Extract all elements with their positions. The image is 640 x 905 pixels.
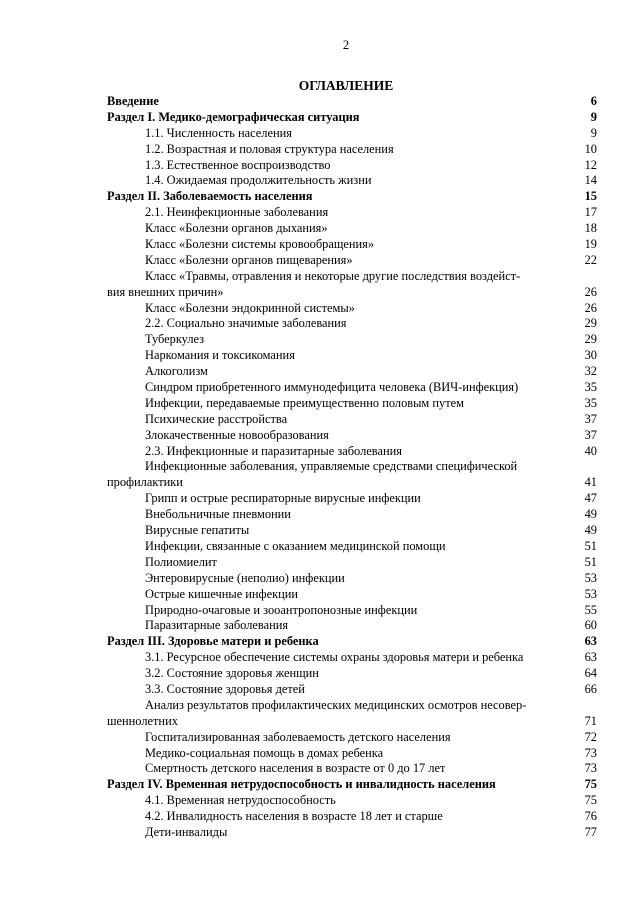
- toc-entry[interactable]: [107, 682, 597, 698]
- toc-entry-page: 76: [584, 809, 597, 824]
- toc-entry[interactable]: [107, 603, 597, 619]
- toc-entry-page: 73: [584, 761, 597, 776]
- toc-entry-page: 71: [584, 713, 597, 728]
- toc-entry-label: Раздел II. Заболеваемость населения: [107, 189, 313, 204]
- toc-entry-page: 9: [590, 125, 597, 140]
- toc-entry[interactable]: [107, 698, 597, 730]
- toc-entry-page: 18: [584, 221, 597, 236]
- toc-entry[interactable]: [107, 173, 597, 189]
- toc-entry[interactable]: [107, 237, 597, 253]
- toc-entry-page: 72: [584, 729, 597, 744]
- toc-entry-label: Анализ результатов профилактических медицинских осмотров несовер-: [145, 697, 527, 712]
- toc-entry-page: 75: [584, 793, 597, 808]
- toc-entry-label: Грипп и острые респираторные вирусные инфекции: [145, 491, 421, 506]
- toc-entry-page: 55: [584, 602, 597, 617]
- toc-entry-label-continued: профилактики: [107, 475, 183, 490]
- toc-entry-page: 75: [584, 777, 597, 792]
- toc-entry-page: 30: [584, 348, 597, 363]
- toc-entry-label: Паразитарные заболевания: [145, 618, 289, 633]
- toc-entry-page: 35: [584, 395, 597, 410]
- toc-entry-page: 35: [584, 380, 597, 395]
- toc-entry-page: 15: [584, 189, 597, 204]
- toc-entry-page: 63: [584, 634, 597, 649]
- toc-entry-label: Синдром приобретенного иммунодефицита человека (ВИЧ-инфекция): [145, 380, 519, 395]
- toc-entry[interactable]: [107, 555, 597, 571]
- toc-entry-label: 3.1. Ресурсное обеспечение системы охраны здоровья матери и ребенка: [145, 650, 524, 665]
- toc-entry-page: 26: [584, 300, 597, 315]
- toc-entry[interactable]: [107, 126, 597, 142]
- toc-entry-label: Инфекции, связанные с оказанием медицинской помощи: [145, 538, 446, 553]
- toc-section[interactable]: [107, 189, 597, 205]
- toc-entry[interactable]: [107, 507, 597, 523]
- toc-entry-page: 49: [584, 507, 597, 522]
- toc-entry-label: 2.3. Инфекционные и паразитарные заболевания: [145, 443, 402, 458]
- toc-entry-page: 51: [584, 554, 597, 569]
- toc-entry-page: 47: [584, 491, 597, 506]
- toc-entry-label: Энтеровирусные (неполио) инфекции: [145, 570, 345, 585]
- toc-entry[interactable]: [107, 761, 597, 777]
- toc-entry-label: 2.2. Социально значимые заболевания: [145, 316, 347, 331]
- toc-entry-label: Раздел IV. Временная нетрудоспособность и инвалидность населения: [107, 777, 496, 792]
- toc-entry-page: 29: [584, 332, 597, 347]
- toc-entry-page: 19: [584, 237, 597, 252]
- toc-entry-label: Введение: [107, 94, 159, 108]
- toc-entry-label: Алкоголизм: [145, 364, 208, 379]
- toc-entry-page: 41: [584, 475, 597, 490]
- table-of-contents: [107, 94, 597, 841]
- toc-entry-label: Инфекции, передаваемые преимущественно половым путем: [145, 395, 464, 410]
- toc-entry-page: 32: [584, 364, 597, 379]
- toc-entry-label: 1.4. Ожидаемая продолжительность жизни: [145, 173, 372, 188]
- toc-entry[interactable]: [107, 332, 597, 348]
- toc-entry-label: Природно-очаговые и зооантропонозные инфекции: [145, 602, 418, 617]
- toc-entry-label: 1.1. Численность населения: [145, 125, 292, 140]
- toc-entry[interactable]: [107, 205, 597, 221]
- toc-entry[interactable]: [107, 825, 597, 841]
- toc-entry-label: Злокачественные новообразования: [145, 427, 329, 442]
- toc-entry[interactable]: [107, 253, 597, 269]
- toc-entry-label: Дети-инвалиды: [145, 824, 228, 839]
- toc-entry-label: Острые кишечные инфекции: [145, 586, 299, 601]
- toc-entry-label: Медико-социальная помощь в домах ребенка: [145, 745, 384, 760]
- toc-entry-page: 66: [584, 681, 597, 696]
- toc-entry-page: 49: [584, 523, 597, 538]
- toc-entry-label: Класс «Болезни органов дыхания»: [145, 221, 328, 236]
- toc-entry[interactable]: [107, 380, 597, 396]
- toc-entry-label: 1.2. Возрастная и половая структура населения: [145, 141, 394, 156]
- toc-entry-label: Туберкулез: [145, 332, 205, 347]
- toc-entry-label: 4.2. Инвалидность населения в возрасте 18 лет и старше: [145, 809, 443, 824]
- toc-entry-page: 64: [584, 666, 597, 681]
- toc-entry-label: Раздел III. Здоровье матери и ребенка: [107, 634, 319, 649]
- toc-entry[interactable]: [107, 730, 597, 746]
- toc-entry-page: 37: [584, 427, 597, 442]
- toc-entry[interactable]: [107, 428, 597, 444]
- toc-entry-label: 1.3. Естественное воспроизводство: [145, 157, 331, 172]
- toc-entry[interactable]: [107, 618, 597, 634]
- toc-entry[interactable]: [107, 158, 597, 174]
- toc-entry-label: Смертность детского населения в возрасте от 0 до 17 лет: [145, 761, 446, 776]
- toc-entry[interactable]: [107, 301, 597, 317]
- toc-entry[interactable]: [107, 348, 597, 364]
- toc-entry[interactable]: [107, 650, 597, 666]
- toc-entry-page: 22: [584, 252, 597, 267]
- toc-entry-label: Класс «Болезни органов пищеварения»: [145, 252, 353, 267]
- toc-section[interactable]: [107, 110, 597, 126]
- toc-entry-page: 53: [584, 586, 597, 601]
- toc-section[interactable]: [107, 777, 597, 793]
- toc-entry-page: 40: [584, 443, 597, 458]
- toc-entry[interactable]: [107, 809, 597, 825]
- toc-entry-page: 63: [584, 650, 597, 665]
- toc-entry-label: Класс «Болезни эндокринной системы»: [145, 300, 355, 315]
- toc-entry[interactable]: [107, 364, 597, 380]
- toc-entry[interactable]: [107, 412, 597, 428]
- toc-entry-page: 9: [590, 109, 597, 124]
- toc-entry-label: Инфекционные заболевания, управляемые средствами специфической: [145, 459, 518, 474]
- toc-entry[interactable]: [107, 587, 597, 603]
- toc-entry[interactable]: [107, 221, 597, 237]
- toc-entry[interactable]: [107, 444, 597, 460]
- toc-entry[interactable]: [107, 571, 597, 587]
- toc-entry-page: 73: [584, 745, 597, 760]
- toc-entry[interactable]: [107, 316, 597, 332]
- toc-entry[interactable]: [107, 523, 597, 539]
- toc-entry-label: 2.1. Неинфекционные заболевания: [145, 205, 329, 220]
- toc-entry-page: 29: [584, 316, 597, 331]
- toc-entry-page: 26: [584, 284, 597, 299]
- toc-entry[interactable]: [107, 269, 597, 301]
- toc-title: ОГЛАВЛЕНИЕ: [298, 78, 394, 93]
- toc-section[interactable]: [107, 634, 597, 650]
- toc-entry-label: Класс «Травмы, отравления и некоторые другие последствия воздейст-: [145, 268, 521, 283]
- toc-entry-label: Раздел I. Медико-демографическая ситуация: [107, 109, 360, 124]
- toc-entry[interactable]: [107, 142, 597, 158]
- toc-entry-label: Вирусные гепатиты: [145, 523, 250, 538]
- toc-entry-page: 77: [584, 824, 597, 839]
- toc-entry[interactable]: [107, 793, 597, 809]
- toc-entry-label: 3.2. Состояние здоровья женщин: [145, 666, 319, 681]
- toc-entry-page: 53: [584, 570, 597, 585]
- toc-entry-label: Внебольничные пневмонии: [145, 507, 291, 522]
- toc-entry[interactable]: [107, 491, 597, 507]
- toc-entry[interactable]: [107, 666, 597, 682]
- toc-entry-page: 60: [584, 618, 597, 633]
- toc-entry-page: 37: [584, 411, 597, 426]
- toc-entry-label-continued: шеннолетних: [107, 713, 178, 728]
- toc-entry-label-continued: вия внешних причин»: [107, 284, 224, 299]
- toc-entry-page: 14: [584, 173, 597, 188]
- toc-entry-label: Госпитализированная заболеваемость детского населения: [145, 729, 451, 744]
- toc-entry[interactable]: [107, 459, 597, 491]
- toc-entry-label: Психические расстройства: [145, 411, 288, 426]
- toc-entry[interactable]: [107, 539, 597, 555]
- toc-entry-page: 12: [584, 157, 597, 172]
- toc-entry[interactable]: [107, 396, 597, 412]
- toc-entry-page: 10: [584, 141, 597, 156]
- toc-entry-label: Класс «Болезни системы кровообращения»: [145, 237, 375, 252]
- toc-entry-page: 6: [590, 94, 597, 108]
- toc-section[interactable]: [107, 94, 597, 110]
- toc-entry-label: 4.1. Временная нетрудоспособность: [145, 793, 336, 808]
- toc-entry-label: Полиомиелит: [145, 554, 217, 569]
- toc-entry-label: Наркомания и токсикомания: [145, 348, 295, 363]
- toc-entry-page: 51: [584, 538, 597, 553]
- toc-entry-label: 3.3. Состояние здоровья детей: [145, 681, 305, 696]
- toc-entry-page: 17: [584, 205, 597, 220]
- toc-entry[interactable]: [107, 746, 597, 762]
- page-number: 2: [342, 38, 350, 52]
